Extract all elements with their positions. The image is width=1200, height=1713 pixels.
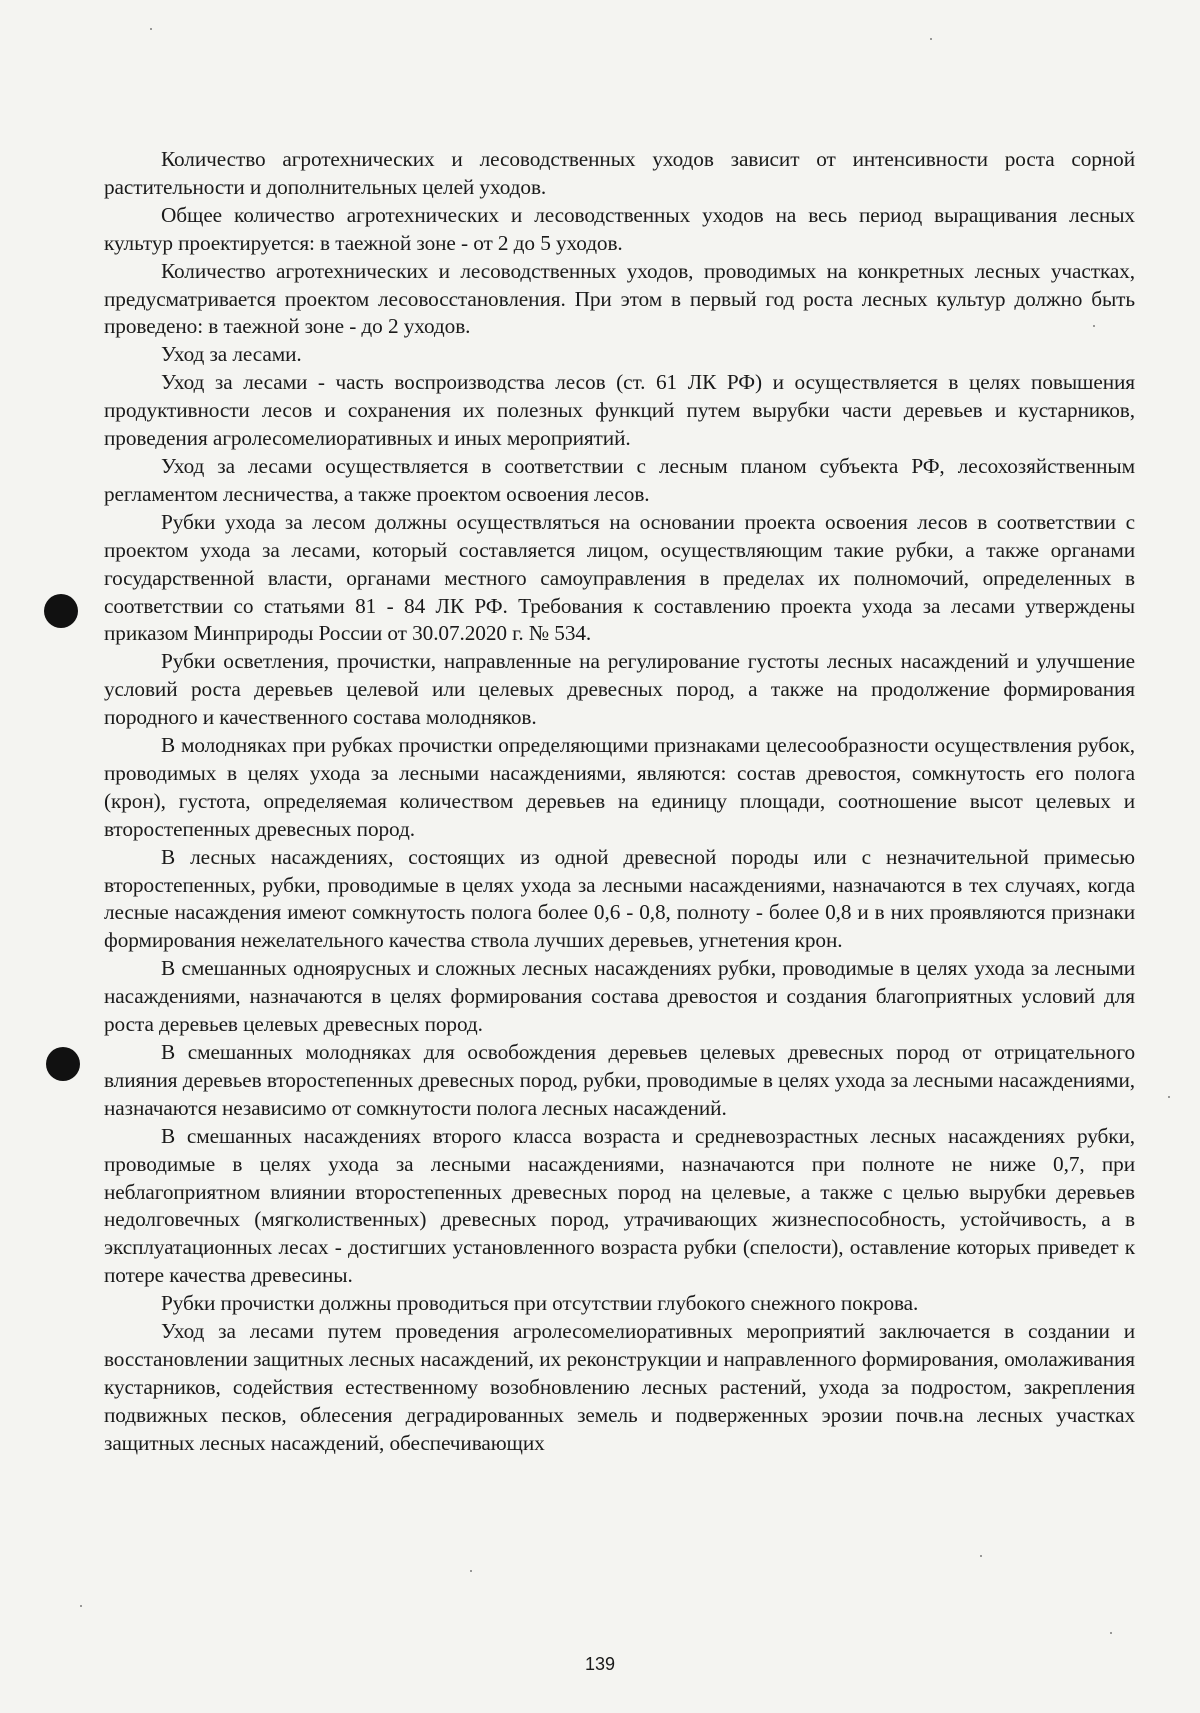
punch-hole [46,1047,80,1081]
punch-hole [44,594,78,628]
page-number: 139 [584,1654,616,1674]
paragraph: В смешанных одноярусных и сложных лесных насаждениях рубки, проводимые в целях ухода за лесными насаждениями, назначаются в целях формирования состава древостоя и создания благоприятных условий для роста деревьев целевых древесных пород. [104,956,1135,1037]
paragraph: Уход за лесами путем проведения агролесомелиоративных мероприятий заключается в создании и восстановлении защитных лесных насаждений, их реконструкции и направленного формирования, омолаживания кустарников, содействия естественному возобновлению лесных растений, ухода за подростом, закрепления подвижных песков, облесения деградированных земель и подверженных эрозии почв.на лесных участках защитных лесных насаждений, обеспечивающих [104,1319,1135,1455]
scan-speck [80,1605,82,1607]
scan-speck [930,38,932,40]
paragraph: Уход за лесами - часть воспроизводства лесов (ст. 61 ЛК РФ) и осуществляется в целях повышения продуктивности лесов и сохранения их полезных функций путем вырубки части деревьев и кустарников, проведения агролесомелиоративных и иных мероприятий. [104,370,1135,451]
paragraph: В смешанных насаждениях второго класса возраста и средневозрастных лесных насаждениях рубки, проводимые в целях ухода за лесными насаждениями, назначаются при полноте не ниже 0,7, при неблагоприятном влиянии второстепенных древесных пород на целевые, а также с целью вырубки деревьев недолговечных (мягколиственных) древесных пород, утрачивающих жизнеспособность, устойчивость, а в эксплуатационных лесах - достигших установленного возраста рубки (спелости), оставление которых приведет к потере качества древесины. [104,1123,1135,1288]
section-heading: Уход за лесами. [161,342,302,367]
paragraph: Рубки осветления, прочистки, направленные на регулирование густоты лесных насаждений и улучшение условий роста деревьев целевой или целевых древесных пород, а также на продолжение формирования породного и качественного состава молодняков. [104,649,1135,730]
paragraph: В лесных насаждениях, состоящих из одной древесной породы или с незначительной примесью второстепенных, рубки, проводимые в целях ухода за лесными насаждениями, назначаются в тех случаях, когда лесные насаждения имеют сомкнутость полога более 0,6 - 0,8, полноту - более 0,8 и в них проявляются признаки формирования нежелательного качества ствола лучших деревьев, угнетения крон. [104,844,1135,953]
scan-speck [1110,1632,1112,1634]
scan-speck [150,28,152,30]
paragraph: Уход за лесами осуществляется в соответствии с лесным планом субъекта РФ, лесохозяйственным регламентом лесничества, а также проектом освоения лесов. [104,453,1135,506]
scan-speck [980,1555,982,1557]
paragraph: Количество агротехнических и лесоводственных уходов зависит от интенсивности роста сорной растительности и дополнительных целей уходов. [104,147,1135,199]
scan-speck [470,1570,472,1572]
paragraph: Общее количество агротехнических и лесоводственных уходов на весь период выращивания лесных культур проектируется: в таежной зоне - от 2 до 5 уходов. [104,202,1135,255]
paragraph: Количество агротехнических и лесоводственных уходов, проводимых на конкретных лесных участках, предусматривается проектом лесовосстановления. При этом в первый год роста лесных культур должно быть проведено: в таежной зоне - до 2 уходов. [104,258,1135,339]
paragraph: В молодняках при рубках прочистки определяющими признаками целесообразности осуществления рубок, проводимых в целях ухода за лесными насаждениями, являются: состав древостоя, сомкнутость его полога (крон), густота, определяемая количеством деревьев на единицу площади, соотношение высот целевых и второстепенных древесных пород. [104,733,1135,841]
scan-speck [1168,1096,1170,1098]
paragraph: В смешанных молодняках для освобождения деревьев целевых древесных пород от отрицательного влияния деревьев второстепенных древесных пород, рубки, проводимые в целях ухода за лесными насаждениями, назначаются независимо от сомкнутости полога лесных насаждений. [104,1040,1135,1120]
paragraph: Рубки прочистки должны проводиться при отсутствии глубокого снежного покрова. [161,1291,919,1316]
document-body [104,146,1135,1458]
paragraph: Рубки ухода за лесом должны осуществляться на основании проекта освоения лесов в соответствии с проектом ухода за лесами, который составляется лицом, осуществляющим такие рубки, а также органами государственной власти, органами местного самоуправления в пределах их полномочий, определенных в соответствии со статьями 81 - 84 ЛК РФ. Требования к составлению проекта ухода за лесами утверждены приказом Минприроды России от 30.07.2020 г. № 534. [104,509,1135,646]
